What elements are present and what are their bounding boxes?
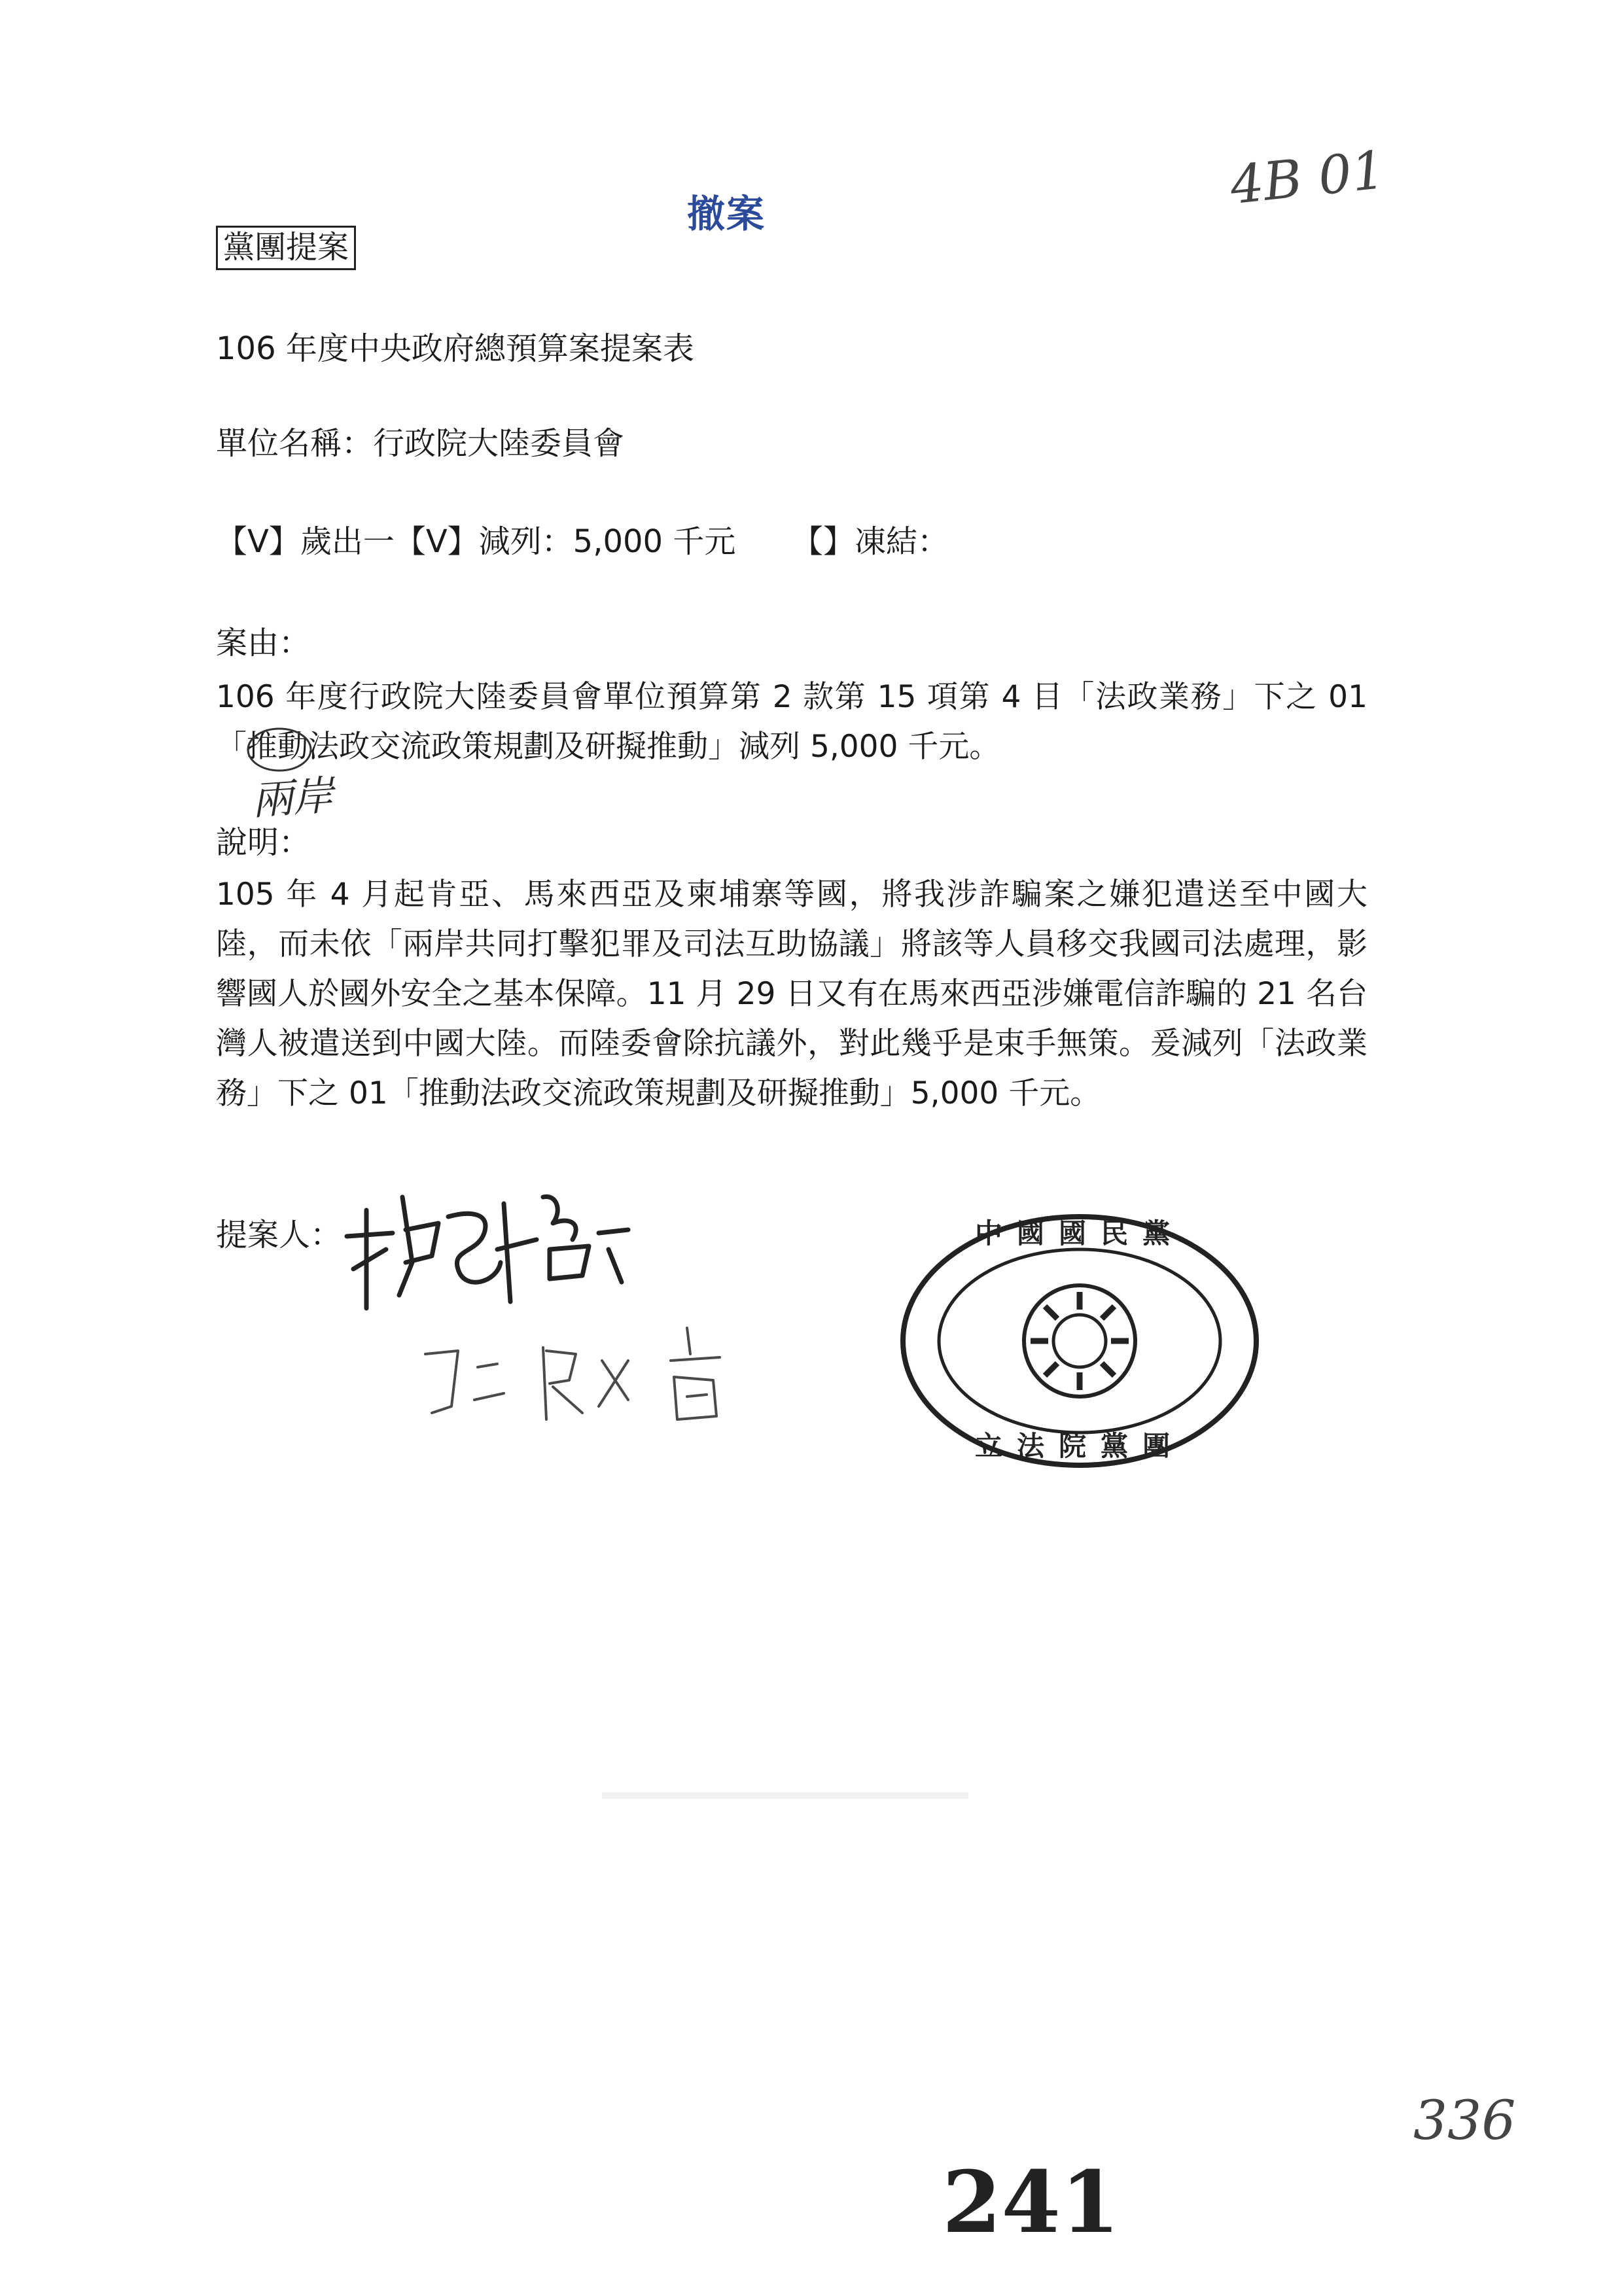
proposer-label: 提案人： xyxy=(216,1217,342,1253)
handwritten-corner-code: 4B 01 xyxy=(1227,139,1388,217)
seal-top-text: 中國國民黨 xyxy=(974,1217,1185,1249)
handwritten-page-number-bottom: 241 xyxy=(942,2152,1120,2252)
explanation-text: 105 年 4 月起肯亞、馬來西亞及柬埔寨等國，將我涉詐騙案之嫌犯遣送至中國大陸，而未依「兩岸共同打擊犯罪及司法互助協議」將該等人員移交我國司法處理，影響國人於國外安全之基本保障。11 月 29 日又有在馬來西亞涉嫌電信詐騙的 21 名台灣人被遣送到中國大陸。而陸委會除抗議外，對此幾乎是束手無策。爰減列「法政業務」下之 01「推動法政交流政策規劃及研擬推動」5,000 千元。 xyxy=(216,877,1368,1111)
options-line-right: 【】凍結： xyxy=(792,523,949,560)
reason-text: 106 年度行政院大陸委員會單位預算第 2 款第 15 項第 4 目「法政業務」下之 01「推動法政交流政策規劃及研擬推動」減列 5,000 千元。 xyxy=(216,679,1368,765)
reason-label: 案由： xyxy=(216,625,311,661)
options-line-left: 【V】歲出一【V】減列：5,000 千元 xyxy=(216,523,736,560)
handwritten-page-number-right: 336 xyxy=(1413,2090,1516,2152)
handwritten-insert-note: 兩岸 xyxy=(250,771,335,825)
signature-2 xyxy=(412,1315,752,1446)
explanation-label: 說明： xyxy=(216,824,311,861)
withdrawn-stamp-title: 撤案 xyxy=(687,192,766,236)
unit-line: 單位名稱：行政院大陸委員會 xyxy=(216,425,625,462)
seal-bottom-text: 立法院黨團 xyxy=(974,1430,1185,1462)
form-title: 106 年度中央政府總預算案提案表 xyxy=(216,330,694,367)
party-seal xyxy=(896,1210,1263,1472)
signature-1 xyxy=(340,1171,641,1321)
party-proposal-box: 黨團提案 xyxy=(216,226,356,270)
scan-noise xyxy=(602,1792,968,1799)
